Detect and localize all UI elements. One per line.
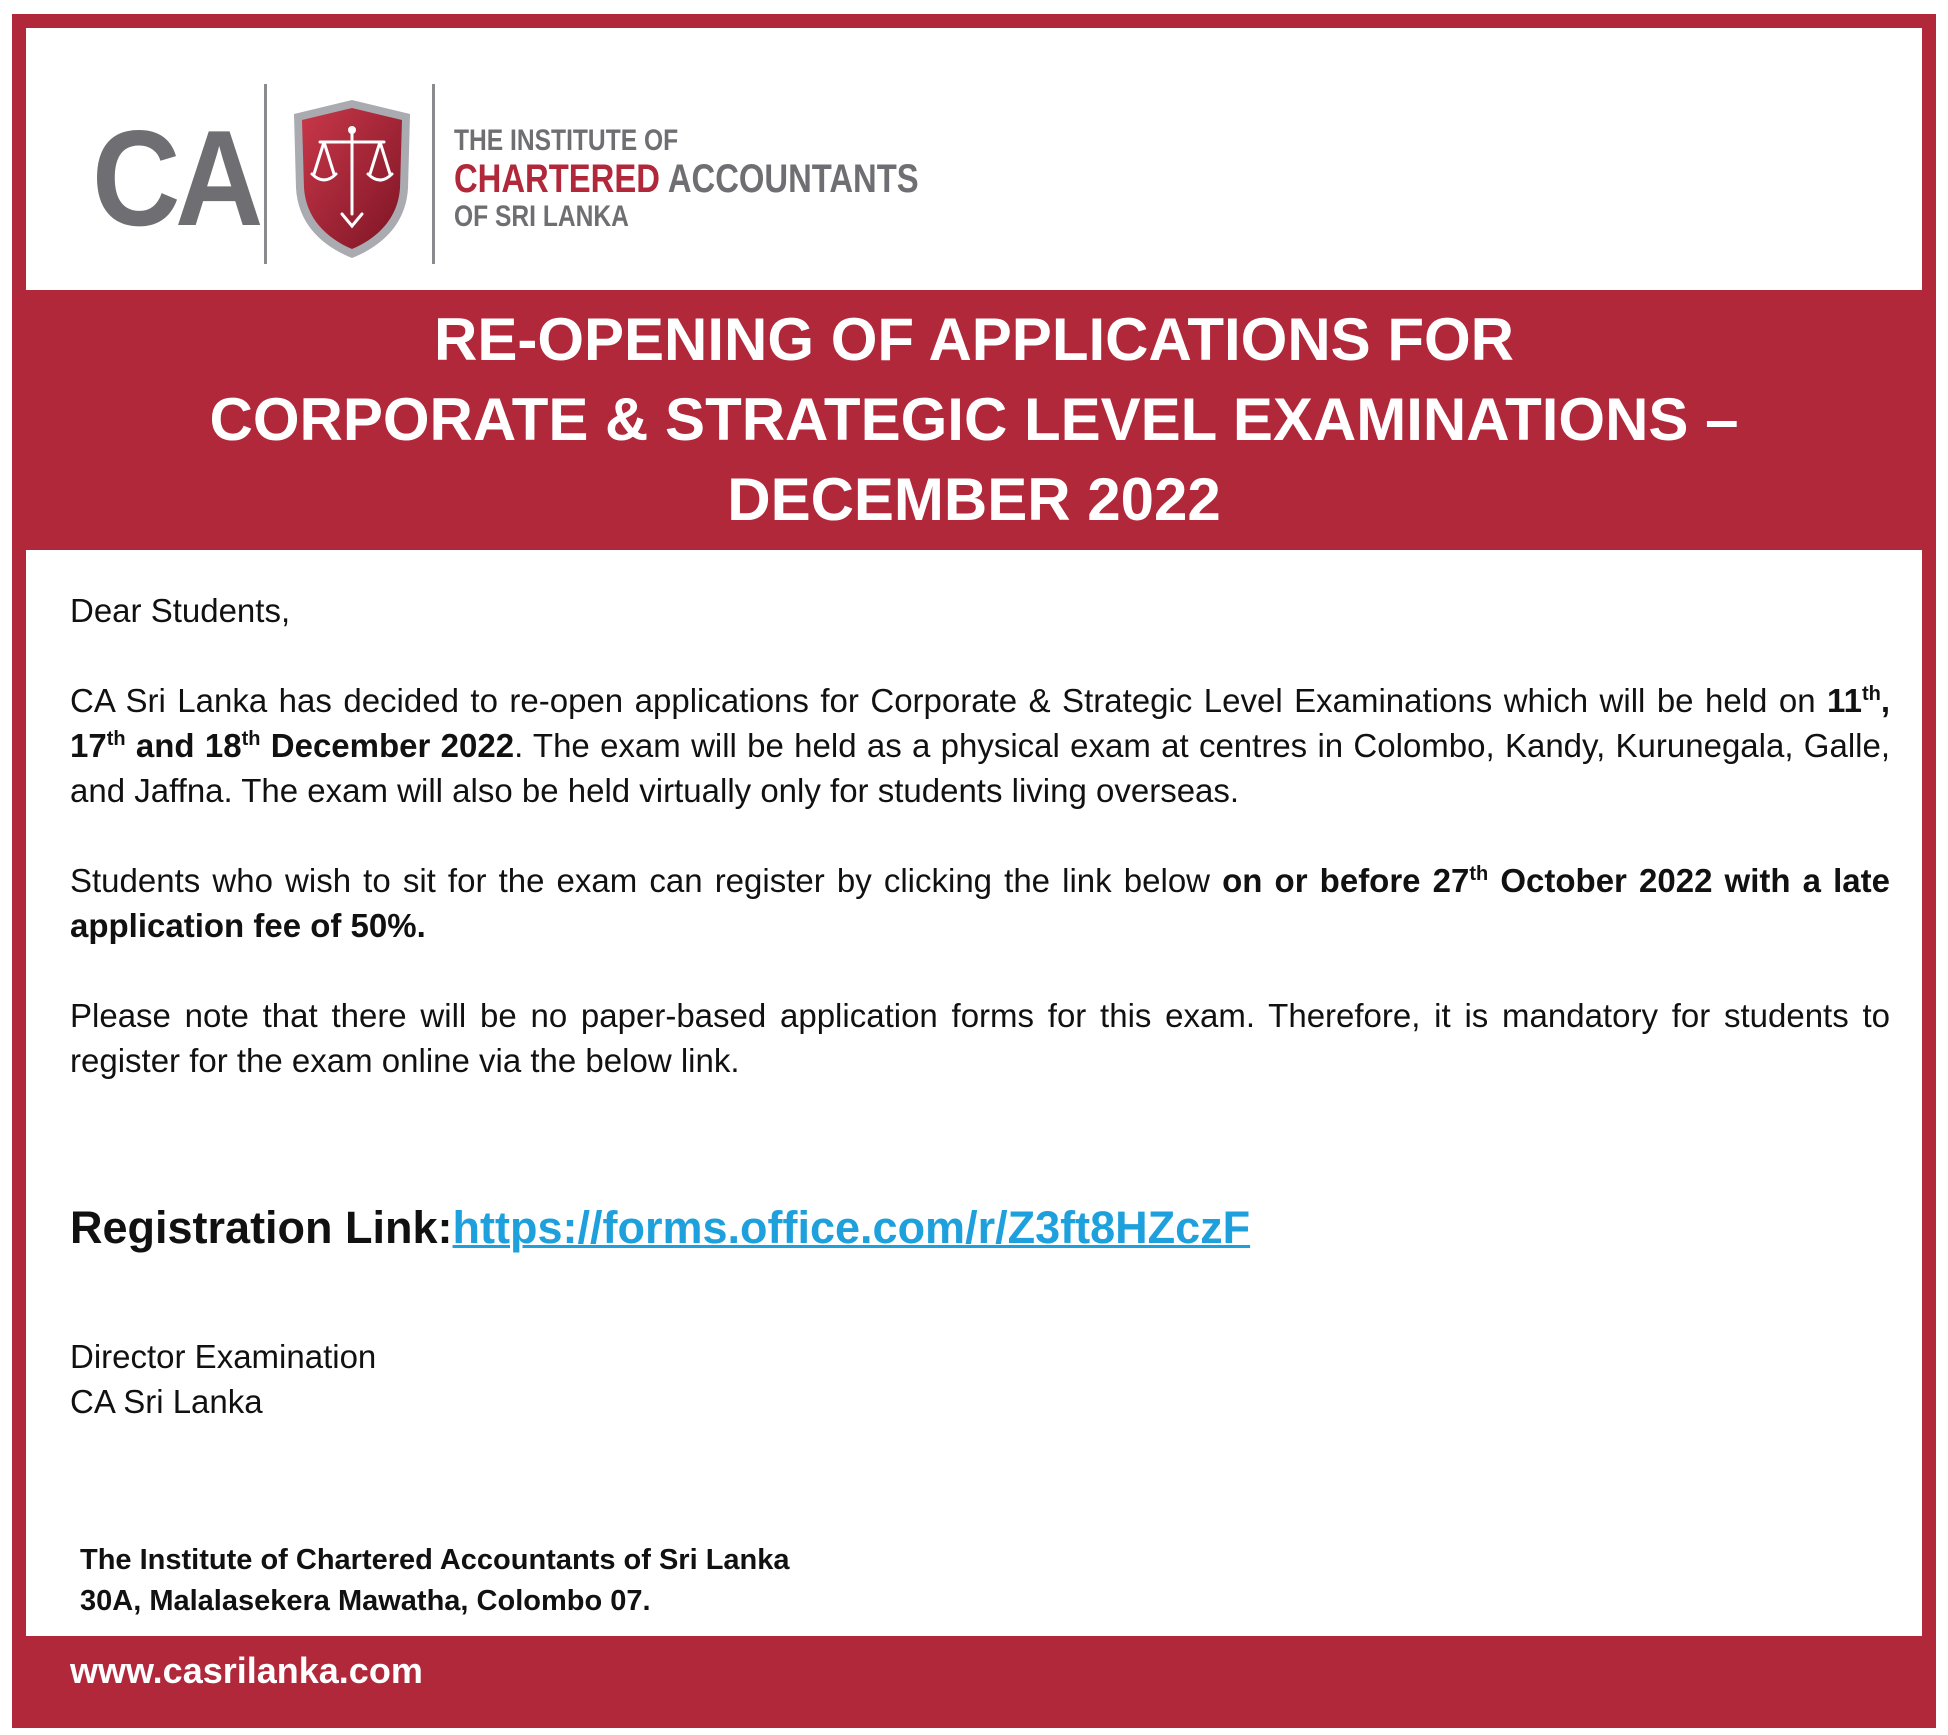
registration-link-row	[70, 1202, 1250, 1254]
title-line2: CORPORATE & STRATEGIC LEVEL EXAMINATIONS –	[209, 386, 1739, 453]
deadline-part1: on or before 27	[1222, 862, 1470, 899]
deadline-part2: October 2022 with a late application fee of 50%.	[70, 862, 1890, 944]
p2-text-a: Students who wish to sit for the exam can register by clicking the link below	[70, 862, 1223, 899]
registration-link[interactable]: https://forms.office.com/r/Z3ft8HZczF	[452, 1202, 1251, 1253]
date-3: and 18	[125, 727, 242, 764]
website-link[interactable]: www.casrilanka.com	[70, 1650, 423, 1691]
registration-label: Registration Link:	[70, 1202, 453, 1253]
logo-separator	[432, 84, 435, 264]
title-banner	[26, 290, 1922, 550]
date-1: 11	[1827, 682, 1862, 719]
signature-org: CA Sri Lanka	[70, 1383, 263, 1420]
institute-wordmark	[454, 124, 919, 234]
date-2-suffix: th	[106, 728, 126, 750]
paragraph-exam-dates	[70, 678, 1890, 813]
notice-frame	[12, 14, 1936, 1728]
date-2: , 17	[70, 682, 1890, 764]
date-1-suffix: th	[1861, 683, 1881, 705]
footer-bar	[26, 1636, 1922, 1714]
wordmark-line3: OF SRI LANKA	[454, 200, 629, 233]
greeting: Dear Students,	[70, 592, 291, 629]
deadline-suffix: th	[1469, 863, 1489, 885]
logo-ca-mark: CA	[92, 102, 258, 254]
signature-block	[70, 1334, 376, 1424]
logo-separator	[264, 84, 267, 264]
title-line1: RE-OPENING OF APPLICATIONS FOR	[433, 306, 1515, 373]
p1-text-b: . The exam will be held as a physical exam at centres in Colombo, Kandy, Kurunegala, Galle, and Jaffna. The exam will also be held virtually only for students living overseas.	[70, 727, 1891, 809]
date-month: December 2022	[260, 727, 515, 764]
address-line2: 30A, Malalasekera Mawatha, Colombo 07.	[80, 1585, 651, 1617]
address-line1: The Institute of Chartered Accountants of Sri Lanka	[80, 1544, 790, 1576]
title-line3: DECEMBER 2022	[727, 466, 1221, 533]
wordmark-line2	[454, 158, 919, 200]
wordmark-line1: THE INSTITUTE OF	[454, 124, 679, 157]
p1-text-a: CA Sri Lanka has decided to re-open applications for Corporate & Strategic Level Examinations which will be held on	[70, 682, 1828, 719]
date-3-suffix: th	[241, 728, 261, 750]
scales-shield-icon	[286, 96, 418, 262]
logo-header	[26, 28, 1922, 290]
address-block	[80, 1540, 790, 1622]
wordmark-chartered: CHARTERED	[454, 157, 660, 201]
signature-title: Director Examination	[70, 1338, 377, 1375]
wordmark-accountants: ACCOUNTANTS	[659, 157, 919, 201]
paragraph-online-only: Please note that there will be no paper-based application forms for this exam. Therefore, it is mandatory for students to register for the exam online via the below link.	[70, 997, 1890, 1079]
paragraph-deadline	[70, 858, 1890, 948]
notice-body	[70, 588, 1890, 1128]
